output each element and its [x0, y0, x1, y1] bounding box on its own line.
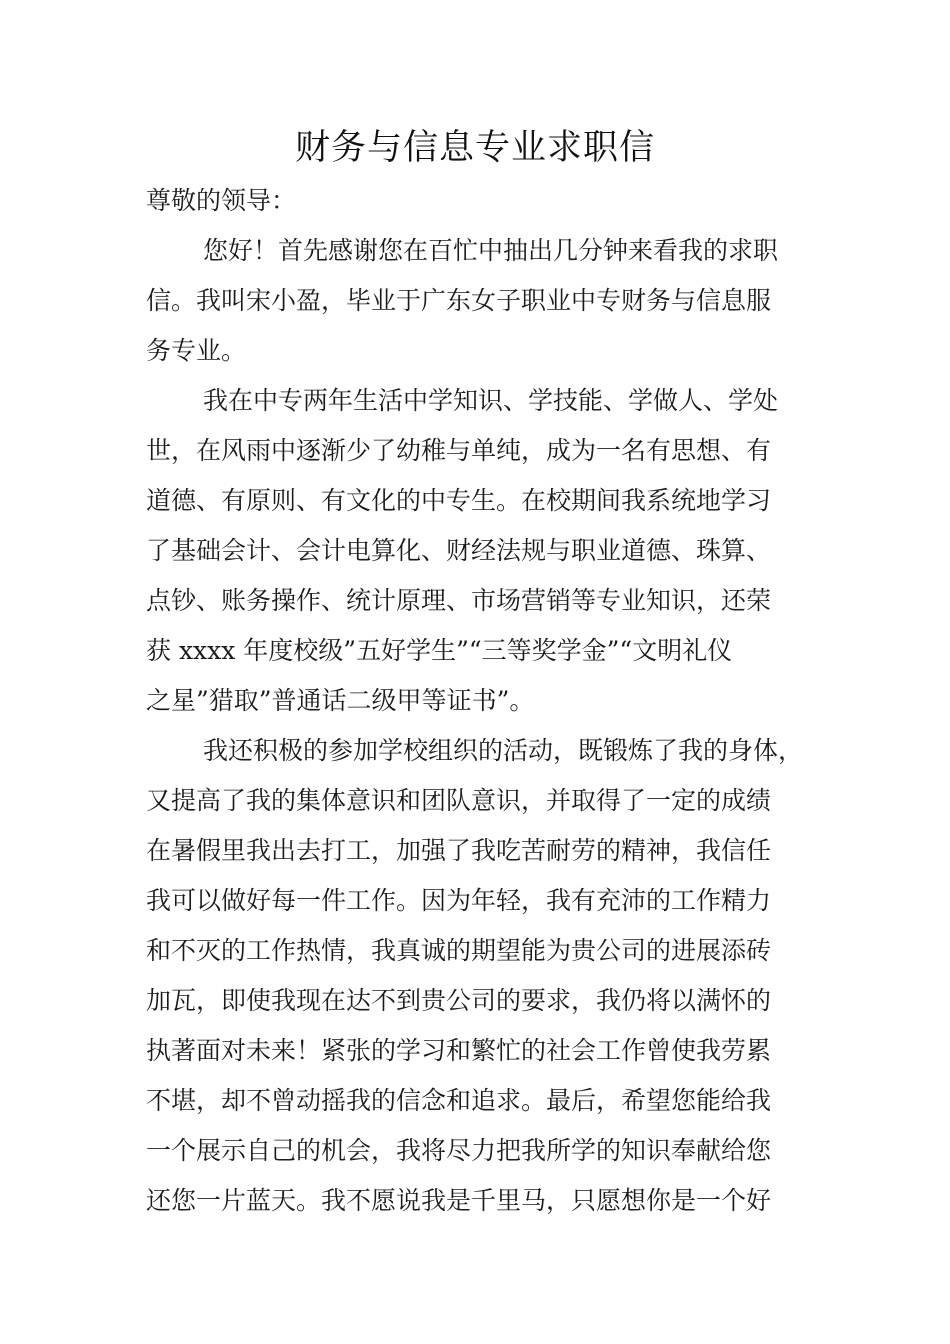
paragraph-1-line-3: 务专业。	[146, 336, 247, 365]
paragraph-1-line-1: 您好！首先感谢您在百忙中抽出几分钟来看我的求职	[203, 236, 779, 265]
paragraph-3-line-8: 不堪，却不曾动摇我的信念和追求。最后，希望您能给我	[146, 1086, 772, 1115]
paragraph-3-line-9: 一个展示自己的机会，我将尽力把我所学的知识奉献给您	[146, 1136, 772, 1165]
paragraph-3-line-1: 我还积极的参加学校组织的活动，既锻炼了我的身体，	[203, 736, 804, 765]
paragraph-3-line-5: 和不灭的工作热情，我真诚的期望能为贵公司的进展添砖	[146, 936, 772, 965]
paragraph-3-line-2: 又提高了我的集体意识和团队意识，并取得了一定的成绩	[146, 786, 772, 815]
paragraph-2-line-2: 世，在风雨中逐渐少了幼稚与单纯，成为一名有思想、有	[146, 436, 772, 465]
paragraph-3-line-7: 执著面对未来！紧张的学习和繁忙的社会工作曾使我劳累	[146, 1036, 772, 1065]
paragraph-3-line-10: 还您一片蓝天。我不愿说我是千里马，只愿想你是一个好	[146, 1186, 772, 1215]
document-title: 财务与信息专业求职信	[294, 128, 655, 168]
paragraph-3-line-3: 在暑假里我出去打工，加强了我吃苦耐劳的精神，我信任	[146, 836, 772, 865]
paragraph-1-line-2: 信。我叫宋小盈，毕业于广东女子职业中专财务与信息服	[146, 286, 772, 315]
paragraph-2-line-5: 点钞、账务操作、统计原理、市场营销等专业知识，还荣	[146, 586, 772, 615]
letter-body	[146, 176, 816, 1226]
paragraph-2-line-6: 获 xxxx 年度校级”五好学生”“三等奖学金”“文明礼仪	[146, 636, 733, 665]
paragraph-2-line-4: 了基础会计、会计电算化、财经法规与职业道德、珠算、	[146, 536, 772, 565]
paragraph-2-line-3: 道德、有原则、有文化的中专生。在校期间我系统地学习	[146, 486, 772, 515]
paragraph-2-line-1: 我在中专两年生活中学知识、学技能、学做人、学处	[203, 386, 779, 415]
paragraph-3-line-6: 加瓦，即使我现在达不到贵公司的要求，我仍将以满怀的	[146, 986, 772, 1015]
salutation: 尊敬的领导：	[146, 186, 297, 215]
paragraph-2-line-7: 之星”猎取”普通话二级甲等证书”。	[146, 686, 535, 715]
paragraph-3-line-4: 我可以做好每一件工作。因为年轻，我有充沛的工作精力	[146, 886, 772, 915]
